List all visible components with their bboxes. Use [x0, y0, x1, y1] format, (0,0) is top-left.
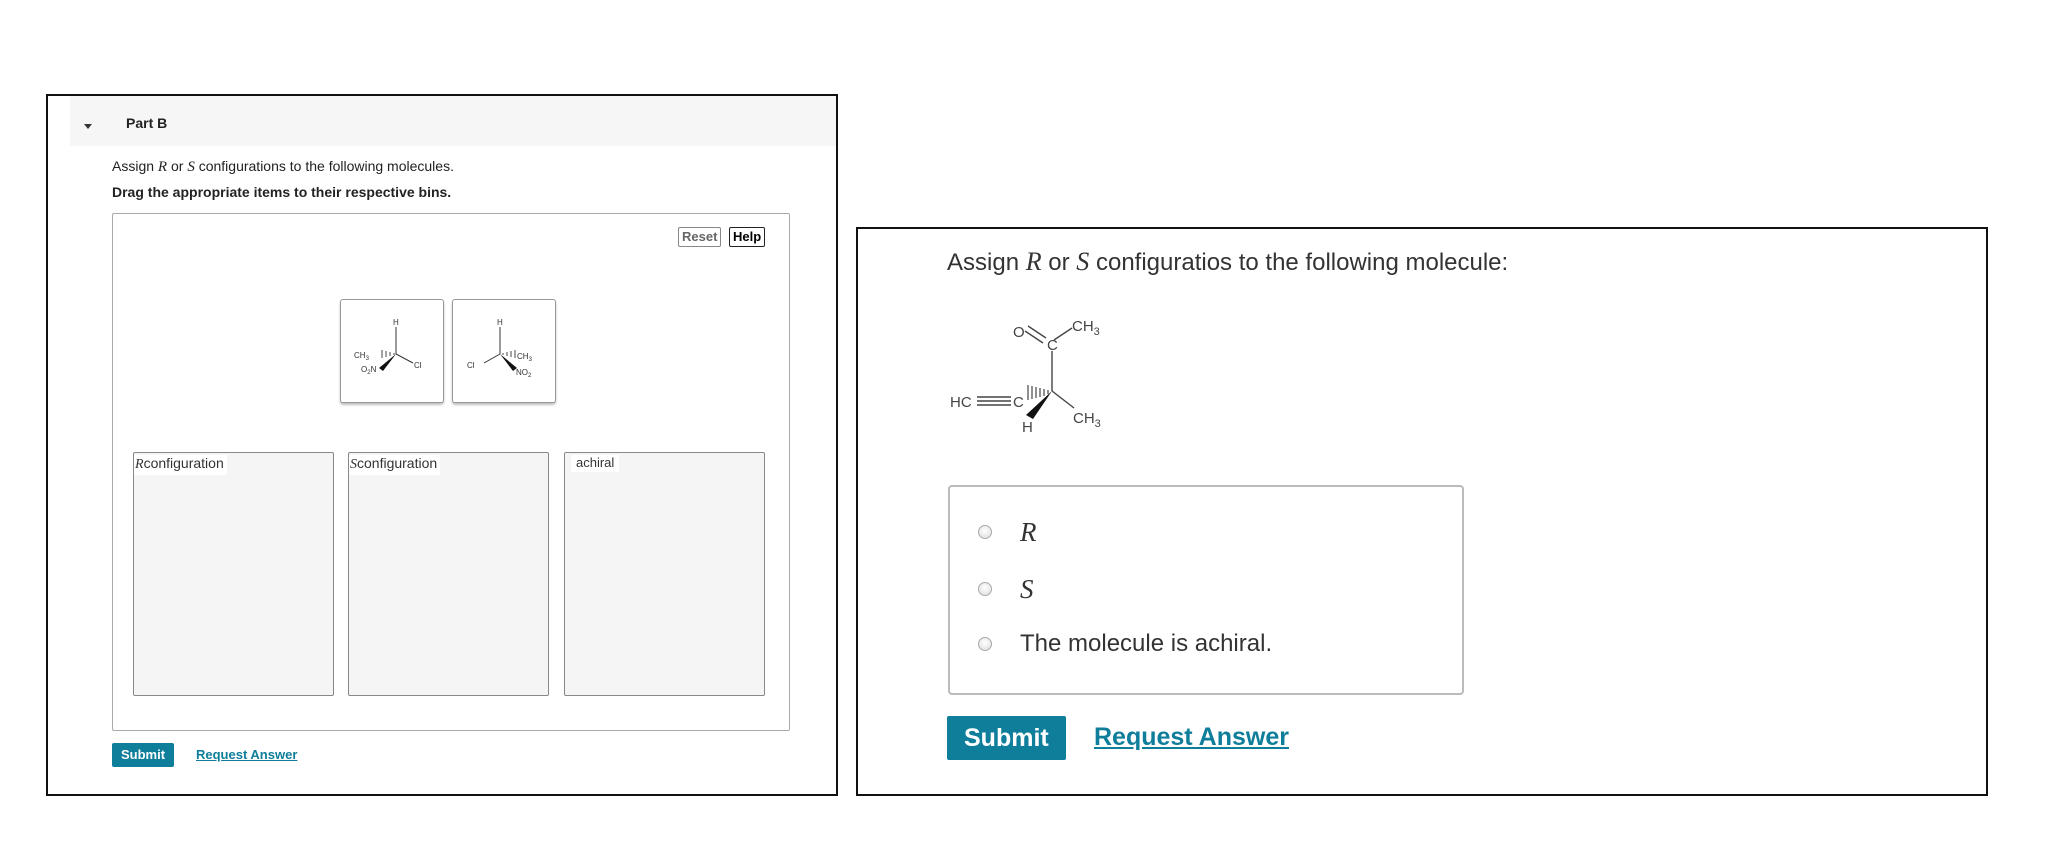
part-title: Part B [126, 115, 168, 131]
atom-c-carbonyl: C [1047, 337, 1058, 354]
option-label-s: S [1020, 573, 1034, 604]
reset-button[interactable]: Reset [678, 227, 721, 247]
option-label-achiral: The molecule is achiral. [1020, 630, 1273, 657]
bin-achiral[interactable] [564, 452, 765, 696]
instruction-s: S [187, 159, 195, 175]
answer-options [948, 485, 1464, 695]
bin-label-achiral: achiral [571, 455, 619, 472]
part-b-panel [46, 94, 838, 796]
question-text-end: configuratios to the following molecule: [1095, 249, 1509, 276]
drag-and-drop-area [112, 213, 790, 731]
radio-option-achiral[interactable] [978, 637, 992, 651]
bin-s-configuration[interactable] [348, 452, 549, 696]
instruction-text-start: Assign [112, 158, 155, 174]
bin-label-r: Rconfiguration [134, 455, 227, 475]
option-label-r: R [1020, 516, 1037, 547]
atom-no2-wedge: $NO_2$ [516, 368, 532, 379]
help-button[interactable]: Help [729, 227, 765, 247]
atom-h: H [497, 318, 503, 327]
atom-cl-left: Cl [467, 361, 475, 370]
question-r: R [1025, 247, 1042, 276]
request-answer-link[interactable]: Request Answer [196, 747, 298, 762]
bin-label-s: Sconfiguration [349, 455, 440, 475]
atom-o: O [1013, 324, 1025, 341]
part-b-header[interactable] [70, 96, 836, 146]
question-text-start: Assign [947, 249, 1020, 276]
request-answer-link[interactable]: Request Answer [1094, 723, 1289, 751]
molecule-structure-1 [341, 300, 445, 404]
option-r[interactable] [978, 516, 1037, 547]
question-instruction [112, 158, 454, 176]
atom-c-alkyne: C [1013, 394, 1024, 411]
radio-option-s[interactable] [978, 582, 992, 596]
atom-o2n-wedge: $O_2N$ [361, 365, 377, 376]
option-achiral[interactable] [978, 629, 1273, 659]
question-s: S [1076, 247, 1090, 276]
atom-ch3-bottom: $CH_3$ [1073, 410, 1101, 430]
atom-ch3-right: $CH_3$ [517, 352, 532, 363]
question-panel-right [856, 227, 1988, 796]
bin-r-configuration[interactable] [133, 452, 334, 696]
radio-option-r[interactable] [978, 525, 992, 539]
atom-hc: HC [950, 394, 972, 411]
submit-button[interactable]: Submit [947, 716, 1066, 760]
caret-down-icon[interactable] [84, 124, 92, 129]
option-s[interactable] [978, 573, 1034, 604]
instruction-text-end: configurations to the following molecules. [198, 158, 454, 174]
atom-h: H [393, 318, 399, 327]
molecule-structure-2 [453, 300, 557, 404]
atom-ch-left: $CH_3$ [354, 351, 369, 362]
drag-instruction: Drag the appropriate items to their respective bins. [112, 184, 452, 200]
instruction-or: or [170, 158, 184, 174]
atom-h: H [1022, 419, 1033, 436]
atom-cl-right: Cl [414, 361, 422, 370]
submit-button[interactable]: Submit [112, 743, 174, 767]
question-text [947, 247, 1508, 277]
instruction-r: R [157, 159, 168, 175]
molecule-tile-1[interactable] [340, 299, 444, 403]
molecule-structure [946, 311, 1166, 461]
molecule-tile-2[interactable] [452, 299, 556, 403]
question-or: or [1048, 249, 1070, 276]
atom-ch3-top: $CH_3$ [1072, 318, 1100, 338]
